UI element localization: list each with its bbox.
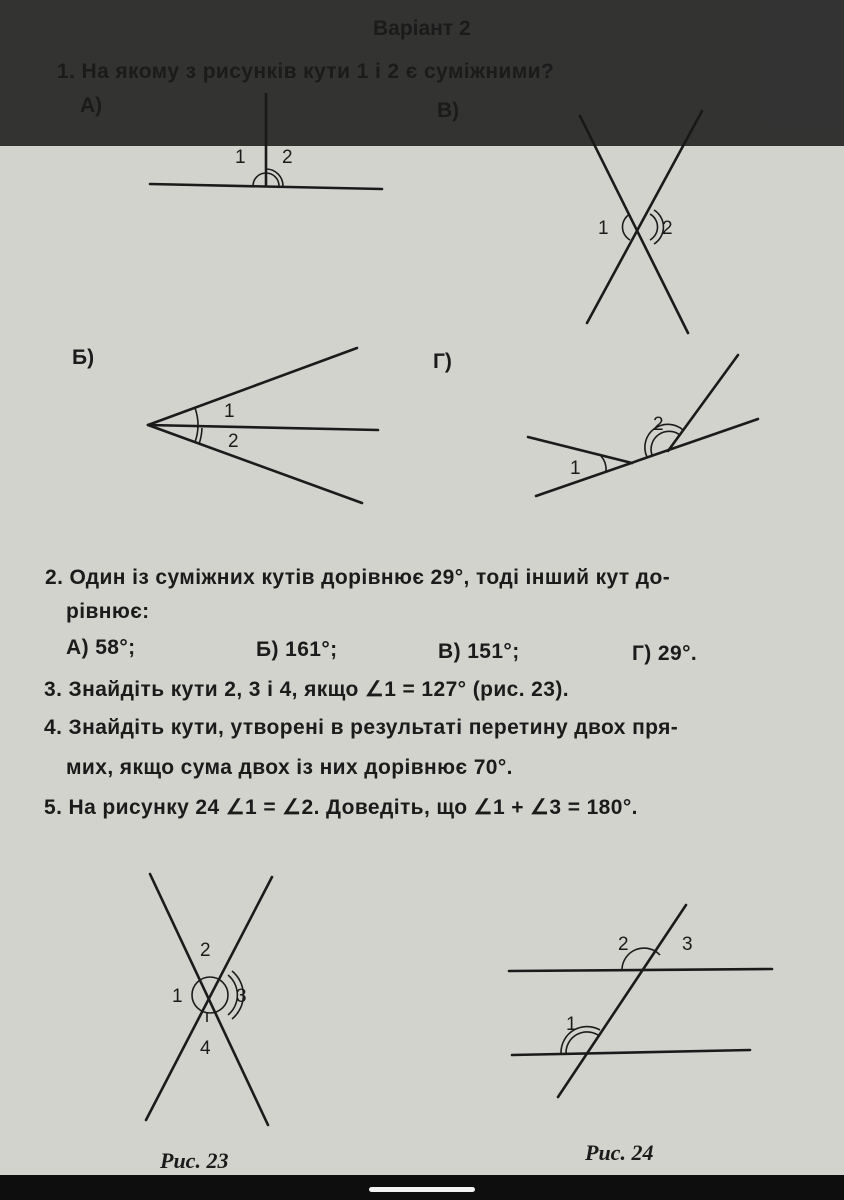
q2-answer-g: Г) 29°. bbox=[632, 642, 698, 665]
figure-b-arc-2b bbox=[199, 428, 202, 444]
figure-g-label-2: 2 bbox=[653, 414, 664, 435]
figure-b-arc-1 bbox=[195, 408, 198, 426]
figure-23-line-2 bbox=[146, 877, 272, 1120]
question-4-line-1: 4. Знайдіть кути, утворені в результаті перетину двох пря- bbox=[44, 716, 679, 739]
figure-a-arc-2 bbox=[266, 173, 279, 186]
figure-a-label-2: 2 bbox=[282, 147, 293, 168]
figure-g-label-1: 1 bbox=[570, 458, 581, 479]
figure-24 bbox=[509, 905, 772, 1097]
home-indicator[interactable] bbox=[369, 1187, 475, 1192]
figure-a-label-1: 1 bbox=[235, 147, 246, 168]
figure-23-label-2: 2 bbox=[200, 940, 211, 961]
figure-24-lower-line bbox=[512, 1050, 750, 1055]
figure-24-label-3: 3 bbox=[682, 934, 693, 955]
figure-a-arc-2b bbox=[266, 169, 283, 186]
q2-answer-a: А) 58°; bbox=[66, 636, 136, 659]
figure-b-middle-ray bbox=[148, 425, 378, 430]
figure-g-arc-1 bbox=[601, 456, 606, 471]
question-3-text: 3. Знайдіть кути 2, 3 і 4, якщо ∠1 = 127° (рис. 23). bbox=[44, 678, 569, 701]
figure-23-caption: Рис. 23 bbox=[160, 1148, 229, 1173]
figure-b-label-1: 1 bbox=[224, 401, 235, 422]
figure-v-arc-2 bbox=[650, 214, 658, 240]
figure-g-upward-ray bbox=[668, 355, 738, 451]
figure-24-caption: Рис. 24 bbox=[585, 1140, 654, 1165]
figure-b-lower-ray bbox=[148, 425, 362, 503]
figure-23-label-4: 4 bbox=[200, 1038, 211, 1059]
figure-23-label-1: 1 bbox=[172, 986, 183, 1007]
q1-option-g: Г) bbox=[433, 350, 452, 373]
figure-24-label-1: 1 bbox=[566, 1014, 577, 1035]
figure-23-label-3: 3 bbox=[236, 986, 247, 1007]
figure-v-arc-1 bbox=[622, 214, 630, 240]
top-overlay bbox=[0, 0, 844, 146]
question-4-line-2: мих, якщо сума двох із них дорівнює 70°. bbox=[66, 756, 513, 779]
question-2-line-2: рівнює: bbox=[66, 600, 150, 623]
figure-24-upper-line bbox=[509, 969, 772, 971]
figure-v-label-2: 2 bbox=[662, 218, 673, 239]
figure-b bbox=[148, 348, 378, 503]
figure-g bbox=[528, 355, 758, 496]
figure-v-label-1: 1 bbox=[598, 218, 609, 239]
figure-a-arc-1 bbox=[253, 173, 266, 186]
figure-b-label-2: 2 bbox=[228, 431, 239, 452]
figure-b-upper-ray bbox=[148, 348, 357, 425]
figure-b-arc-2 bbox=[195, 426, 198, 442]
question-5-text: 5. На рисунку 24 ∠1 = ∠2. Доведіть, що ∠1 + ∠3 = 180°. bbox=[44, 796, 638, 819]
q1-option-b: Б) bbox=[72, 346, 95, 369]
figure-23 bbox=[146, 874, 272, 1125]
q2-answer-b: Б) 161°; bbox=[256, 638, 338, 661]
question-2-line-1: 2. Один із суміжних кутів дорівнює 29°, тоді інший кут до- bbox=[45, 566, 671, 589]
figure-24-label-2: 2 bbox=[618, 934, 629, 955]
q2-answer-v: В) 151°; bbox=[438, 640, 520, 663]
